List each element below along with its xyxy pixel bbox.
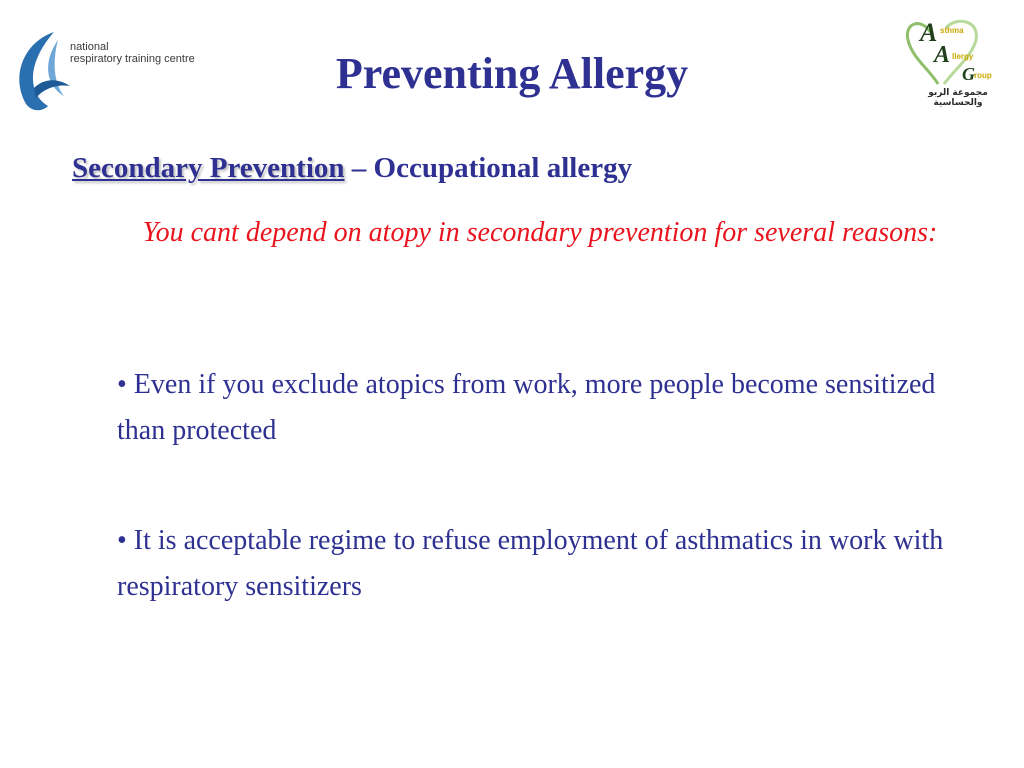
bullet-item: • It is acceptable regime to refuse employment of asthmatics in work with respiratory sensitizers (117, 525, 944, 602)
aag-letter-a1: A (920, 18, 938, 47)
aag-arabic-name: مجموعة الربو والحساسية (928, 88, 988, 108)
red-note: You cant depend on atopy in secondary prevention for several reasons: (142, 217, 938, 248)
bullet-item: • Even if you exclude atopics from work, more people become sensitized than protected (117, 369, 936, 446)
ntrc-line2: respiratory training centre (70, 53, 195, 65)
secondary-prevention-link[interactable]: Secondary Prevention (72, 152, 345, 184)
aag-letter-g: G (962, 64, 975, 84)
aag-letter-a2: A (934, 42, 951, 68)
slide-title: Preventing Allergy (335, 49, 689, 98)
aag-word1: sthma (940, 26, 964, 35)
subtitle-rest: – Occupational allergy (344, 152, 633, 184)
slide-subtitle (72, 152, 632, 185)
ntrc-line1: national (70, 41, 109, 53)
aag-word2: llergy (952, 52, 974, 61)
aag-word3: roup (974, 71, 992, 80)
